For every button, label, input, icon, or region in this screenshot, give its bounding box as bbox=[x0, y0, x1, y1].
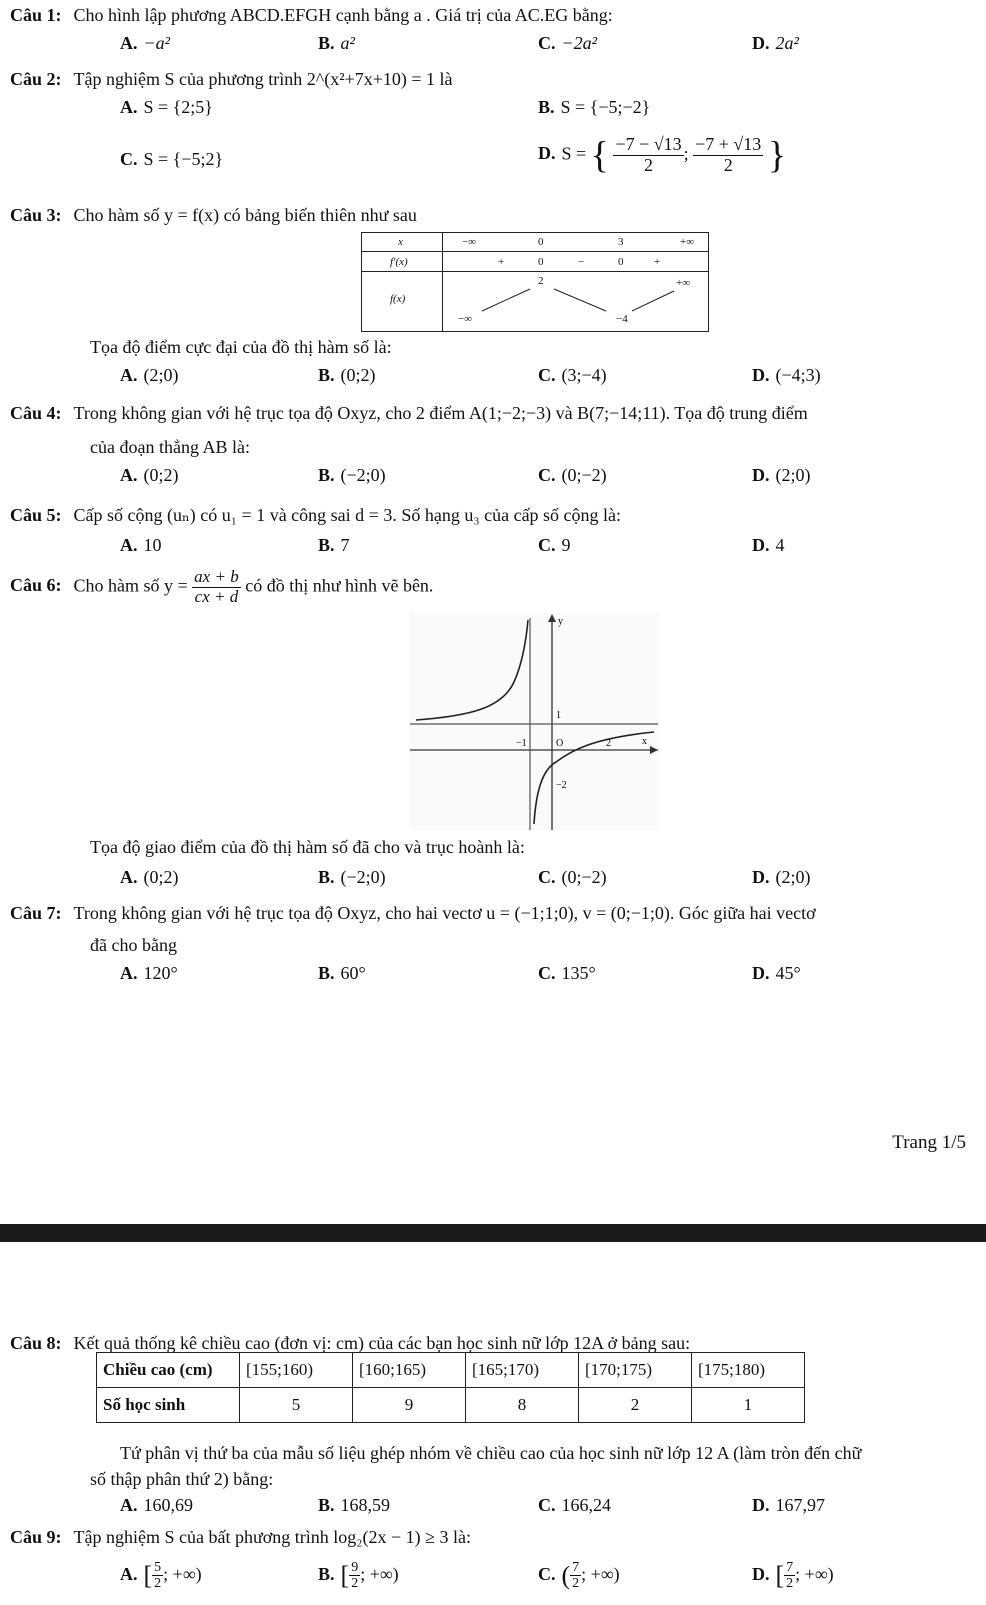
q7-text2: đã cho bằng bbox=[90, 935, 177, 955]
q8-text: Kết quả thống kê chiều cao (đơn vị: cm) của các bạn học sinh nữ lớp 12A ở bảng sau: bbox=[73, 1333, 691, 1353]
q6-graph bbox=[410, 612, 660, 830]
q7-option-c[interactable]: 135° bbox=[561, 963, 596, 983]
q9-text: Tập nghiệm S của bất phương trình log₂(2x − 1) ≥ 3 là: bbox=[73, 1527, 472, 1547]
vt-f-max: 2 bbox=[538, 275, 544, 287]
q2-option-b[interactable]: S = {−5;−2} bbox=[560, 97, 651, 117]
q2-d-den: 2 bbox=[723, 154, 733, 175]
q8-option-key: D. bbox=[752, 1495, 770, 1515]
q1-stem bbox=[10, 6, 613, 24]
q7-option-b[interactable]: 60° bbox=[340, 963, 366, 983]
q2-d-prefix: S = bbox=[561, 143, 587, 164]
q9-num: 7 bbox=[572, 1560, 580, 1575]
graph-label-1: 1 bbox=[556, 710, 561, 721]
q4-text: Trong không gian với hệ trục tọa độ Oxyz, cho 2 điểm A(1;−2;−3) và B(7;−14;11). Tọa độ trung điểm bbox=[73, 403, 808, 423]
q3-option-key: B. bbox=[318, 365, 335, 385]
graph-label-origin: O bbox=[556, 738, 564, 749]
q3-text: Cho hàm số y = f(x) có bảng biến thiên như sau bbox=[73, 205, 417, 225]
vt-f-min: −4 bbox=[616, 313, 628, 325]
q6-question: Tọa độ giao điểm của đồ thị hàm số đã cho và trục hoành là: bbox=[90, 837, 525, 857]
variation-table bbox=[361, 232, 709, 332]
q7-stem bbox=[10, 904, 816, 922]
q8-stem bbox=[10, 1334, 690, 1352]
q6-option-c[interactable]: (0;−2) bbox=[561, 867, 607, 887]
vt-fp-sign: + bbox=[498, 256, 505, 268]
q4-option-key: D. bbox=[752, 465, 770, 485]
q3-option-d[interactable]: (−4;3) bbox=[775, 365, 821, 385]
q3-option-b[interactable]: (0;2) bbox=[340, 365, 376, 385]
q3-label: Câu 3: bbox=[10, 205, 62, 225]
q1-option-key: D. bbox=[752, 33, 770, 53]
q2-option-d[interactable]: D. S = { $\frac{-7 - √13}{2}$ ; $\frac{-7 + √13}{2}$ } bbox=[538, 134, 787, 177]
ht-cell: [165;170) bbox=[466, 1353, 579, 1388]
q5-option-b[interactable]: 7 bbox=[340, 535, 350, 555]
q9-option-key: C. bbox=[538, 1564, 556, 1585]
q6-option-b[interactable]: (−2;0) bbox=[340, 867, 386, 887]
ht-cell: [175;180) bbox=[692, 1353, 805, 1388]
q5-option-key: D. bbox=[752, 535, 770, 555]
variation-arrows bbox=[362, 233, 708, 331]
q9-option-d[interactable] bbox=[752, 1560, 834, 1592]
q9-bracket: ( bbox=[561, 1560, 571, 1590]
q9-num: 5 bbox=[154, 1560, 162, 1575]
q9-den: 2 bbox=[154, 1576, 162, 1592]
vt-f-header: f(x) bbox=[390, 293, 406, 305]
q4-text2: của đoạn thẳng AB là: bbox=[90, 437, 250, 457]
vt-fp-header: f′(x) bbox=[390, 256, 408, 268]
q5-stem bbox=[10, 506, 621, 524]
q4-option-key: C. bbox=[538, 465, 556, 485]
q7-option-key: B. bbox=[318, 963, 335, 983]
q7-option-key: C. bbox=[538, 963, 556, 983]
q5-option-a[interactable]: 10 bbox=[143, 535, 162, 555]
q5-option-key: C. bbox=[538, 535, 556, 555]
q6-pre: Cho hàm số y = bbox=[73, 575, 188, 596]
vt-x-value: 0 bbox=[538, 236, 544, 248]
q2-d-right-num: −7 + √13 bbox=[695, 134, 762, 154]
ht-cell: 1 bbox=[692, 1388, 805, 1423]
graph-label-2: 2 bbox=[606, 738, 611, 749]
q9-num: 9 bbox=[351, 1560, 359, 1575]
q7-option-d[interactable]: 45° bbox=[775, 963, 801, 983]
q8-option-c[interactable]: 166,24 bbox=[561, 1495, 611, 1515]
q2-option-key: C. bbox=[120, 149, 138, 169]
q8-option-a[interactable]: 160,69 bbox=[143, 1495, 193, 1515]
ht-cell: [155;160) bbox=[240, 1353, 353, 1388]
q9-option-c[interactable] bbox=[538, 1560, 620, 1592]
q9-den: 2 bbox=[351, 1576, 359, 1592]
q7-option-key: D. bbox=[752, 963, 770, 983]
q9-tail: ; +∞) bbox=[581, 1564, 620, 1585]
q9-den: 2 bbox=[572, 1576, 580, 1592]
q9-bracket: [ bbox=[775, 1560, 785, 1590]
q1-option-d[interactable]: 2a² bbox=[775, 33, 799, 53]
ht-cell: 8 bbox=[466, 1388, 579, 1423]
q3-option-key: D. bbox=[752, 365, 770, 385]
q4-option-b[interactable]: (−2;0) bbox=[340, 465, 386, 485]
q4-option-a[interactable]: (0;2) bbox=[143, 465, 179, 485]
q1-option-key: B. bbox=[318, 33, 335, 53]
vt-fp-zero: 0 bbox=[618, 256, 624, 268]
ht-cell: 5 bbox=[240, 1388, 353, 1423]
ht-cell: [170;175) bbox=[579, 1353, 692, 1388]
vt-x-header: x bbox=[398, 236, 403, 248]
q5-option-key: B. bbox=[318, 535, 335, 555]
q2-d-left-num: −7 − √13 bbox=[615, 134, 682, 154]
q2-text: Tập nghiệm S của phương trình 2^(x²+7x+10) = 1 là bbox=[73, 69, 453, 89]
height-table bbox=[96, 1352, 805, 1423]
q1-text: Cho hình lập phương ABCD.EFGH cạnh bằng a . Giá trị của AC.EG bằng: bbox=[73, 5, 613, 25]
q4-option-d[interactable]: (2;0) bbox=[775, 465, 811, 485]
q6-option-key: D. bbox=[752, 867, 770, 887]
q6-stem bbox=[10, 568, 433, 606]
q3-option-key: C. bbox=[538, 365, 556, 385]
q2-option-key: B. bbox=[538, 97, 555, 117]
q9-tail: ; +∞) bbox=[795, 1564, 834, 1585]
q3-stem bbox=[10, 206, 417, 224]
q8-text2: Tứ phân vị thứ ba của mẫu số liệu ghép nhóm về chiều cao của học sinh nữ lớp 12 A (làm tròn đến chữ bbox=[120, 1443, 862, 1463]
q6-post: có đồ thị như hình vẽ bên. bbox=[245, 575, 434, 596]
ht-cell: [160;165) bbox=[353, 1353, 466, 1388]
q2-option-key: D. bbox=[538, 143, 556, 164]
q7-option-key: A. bbox=[120, 963, 138, 983]
q9-option-b[interactable] bbox=[318, 1560, 399, 1592]
graph-label-x: x bbox=[642, 736, 647, 747]
q6-option-key: C. bbox=[538, 867, 556, 887]
graph-label-neg2: −2 bbox=[556, 780, 567, 791]
vt-x-value: +∞ bbox=[680, 236, 695, 248]
q8-option-key: A. bbox=[120, 1495, 138, 1515]
ht-cell: 9 bbox=[353, 1388, 466, 1423]
q6-option-key: A. bbox=[120, 867, 138, 887]
q1-option-key: C. bbox=[538, 33, 556, 53]
q9-bracket: [ bbox=[340, 1560, 350, 1590]
ht-header: Chiều cao (cm) bbox=[97, 1353, 240, 1388]
q8-option-key: B. bbox=[318, 1495, 335, 1515]
q8-text3: số thập phân thứ 2) bằng: bbox=[90, 1469, 274, 1489]
q4-option-key: A. bbox=[120, 465, 138, 485]
vt-fp-zero: 0 bbox=[538, 256, 544, 268]
q6-option-d[interactable]: (2;0) bbox=[775, 867, 811, 887]
q2-option-key: A. bbox=[120, 97, 138, 117]
q1-option-a[interactable]: −a² bbox=[143, 33, 171, 53]
q8-option-key: C. bbox=[538, 1495, 556, 1515]
q5-option-key: A. bbox=[120, 535, 138, 555]
q9-label: Câu 9: bbox=[10, 1527, 62, 1547]
vt-fp-sign: + bbox=[654, 256, 661, 268]
q9-option-a[interactable] bbox=[120, 1560, 202, 1592]
vt-f-plusinf: +∞ bbox=[676, 277, 691, 289]
q4-option-c[interactable]: (0;−2) bbox=[561, 465, 607, 485]
q6-option-a[interactable]: (0;2) bbox=[143, 867, 179, 887]
q8-label: Câu 8: bbox=[10, 1333, 62, 1353]
graph-label-neg1: −1 bbox=[516, 738, 527, 749]
q9-option-key: A. bbox=[120, 1564, 138, 1585]
q1-option-b[interactable]: a² bbox=[340, 33, 355, 53]
q1-option-c[interactable]: −2a² bbox=[561, 33, 598, 53]
q7-label: Câu 7: bbox=[10, 903, 62, 923]
q9-bracket: [ bbox=[143, 1560, 153, 1590]
q5-option-c[interactable]: 9 bbox=[561, 535, 571, 555]
q9-option-key: D. bbox=[752, 1564, 770, 1585]
q9-num: 7 bbox=[786, 1560, 794, 1575]
ht-cell: 2 bbox=[579, 1388, 692, 1423]
vt-x-value: −∞ bbox=[462, 236, 477, 248]
q5-text: Cấp số cộng (uₙ) có u₁ = 1 và công sai d = 3. Số hạng u₃ của cấp số cộng là: bbox=[73, 505, 622, 525]
q7-text: Trong không gian với hệ trục tọa độ Oxyz, cho hai vectơ u = (−1;1;0), v = (0;−1;0). Góc giữa hai vectơ bbox=[73, 903, 816, 923]
q3-question: Tọa độ điểm cực đại của đồ thị hàm số là: bbox=[90, 337, 392, 357]
q3-option-key: A. bbox=[120, 365, 138, 385]
q6-option-key: B. bbox=[318, 867, 335, 887]
vt-fp-sign: − bbox=[578, 256, 585, 268]
q2-stem bbox=[10, 70, 453, 88]
q3-option-a[interactable]: (2;0) bbox=[143, 365, 179, 385]
q5-label: Câu 5: bbox=[10, 505, 62, 525]
q9-tail: ; +∞) bbox=[360, 1564, 399, 1585]
q5-option-d[interactable]: 4 bbox=[775, 535, 785, 555]
q6-fraction-den: cx + d bbox=[194, 586, 239, 606]
q6-label: Câu 6: bbox=[10, 575, 62, 596]
page-footer: Trang 1/5 bbox=[892, 1132, 966, 1153]
q2-label: Câu 2: bbox=[10, 69, 62, 89]
ht-header: Số học sinh bbox=[97, 1388, 240, 1423]
q2-option-c[interactable]: S = {−5;2} bbox=[143, 149, 224, 169]
q9-stem bbox=[10, 1528, 471, 1546]
vt-x-value: 3 bbox=[618, 236, 624, 248]
q8-option-d[interactable]: 167,97 bbox=[775, 1495, 825, 1515]
q2-option-a[interactable]: S = {2;5} bbox=[143, 97, 213, 117]
q2-d-den: 2 bbox=[644, 154, 654, 175]
graph-label-y: y bbox=[558, 616, 563, 627]
q1-label: Câu 1: bbox=[10, 5, 62, 25]
q9-option-key: B. bbox=[318, 1564, 335, 1585]
q1-option-key: A. bbox=[120, 33, 138, 53]
q8-option-b[interactable]: 168,59 bbox=[340, 1495, 391, 1515]
q9-tail: ; +∞) bbox=[163, 1564, 202, 1585]
q6-fraction-num: ax + b bbox=[194, 567, 239, 586]
page-separator bbox=[0, 1224, 986, 1242]
q9-den: 2 bbox=[786, 1576, 794, 1592]
q3-option-c[interactable]: (3;−4) bbox=[561, 365, 607, 385]
q4-stem bbox=[10, 404, 808, 422]
q7-option-a[interactable]: 120° bbox=[143, 963, 178, 983]
q4-option-key: B. bbox=[318, 465, 335, 485]
q4-label: Câu 4: bbox=[10, 403, 62, 423]
vt-f-minusinf: −∞ bbox=[458, 313, 473, 325]
